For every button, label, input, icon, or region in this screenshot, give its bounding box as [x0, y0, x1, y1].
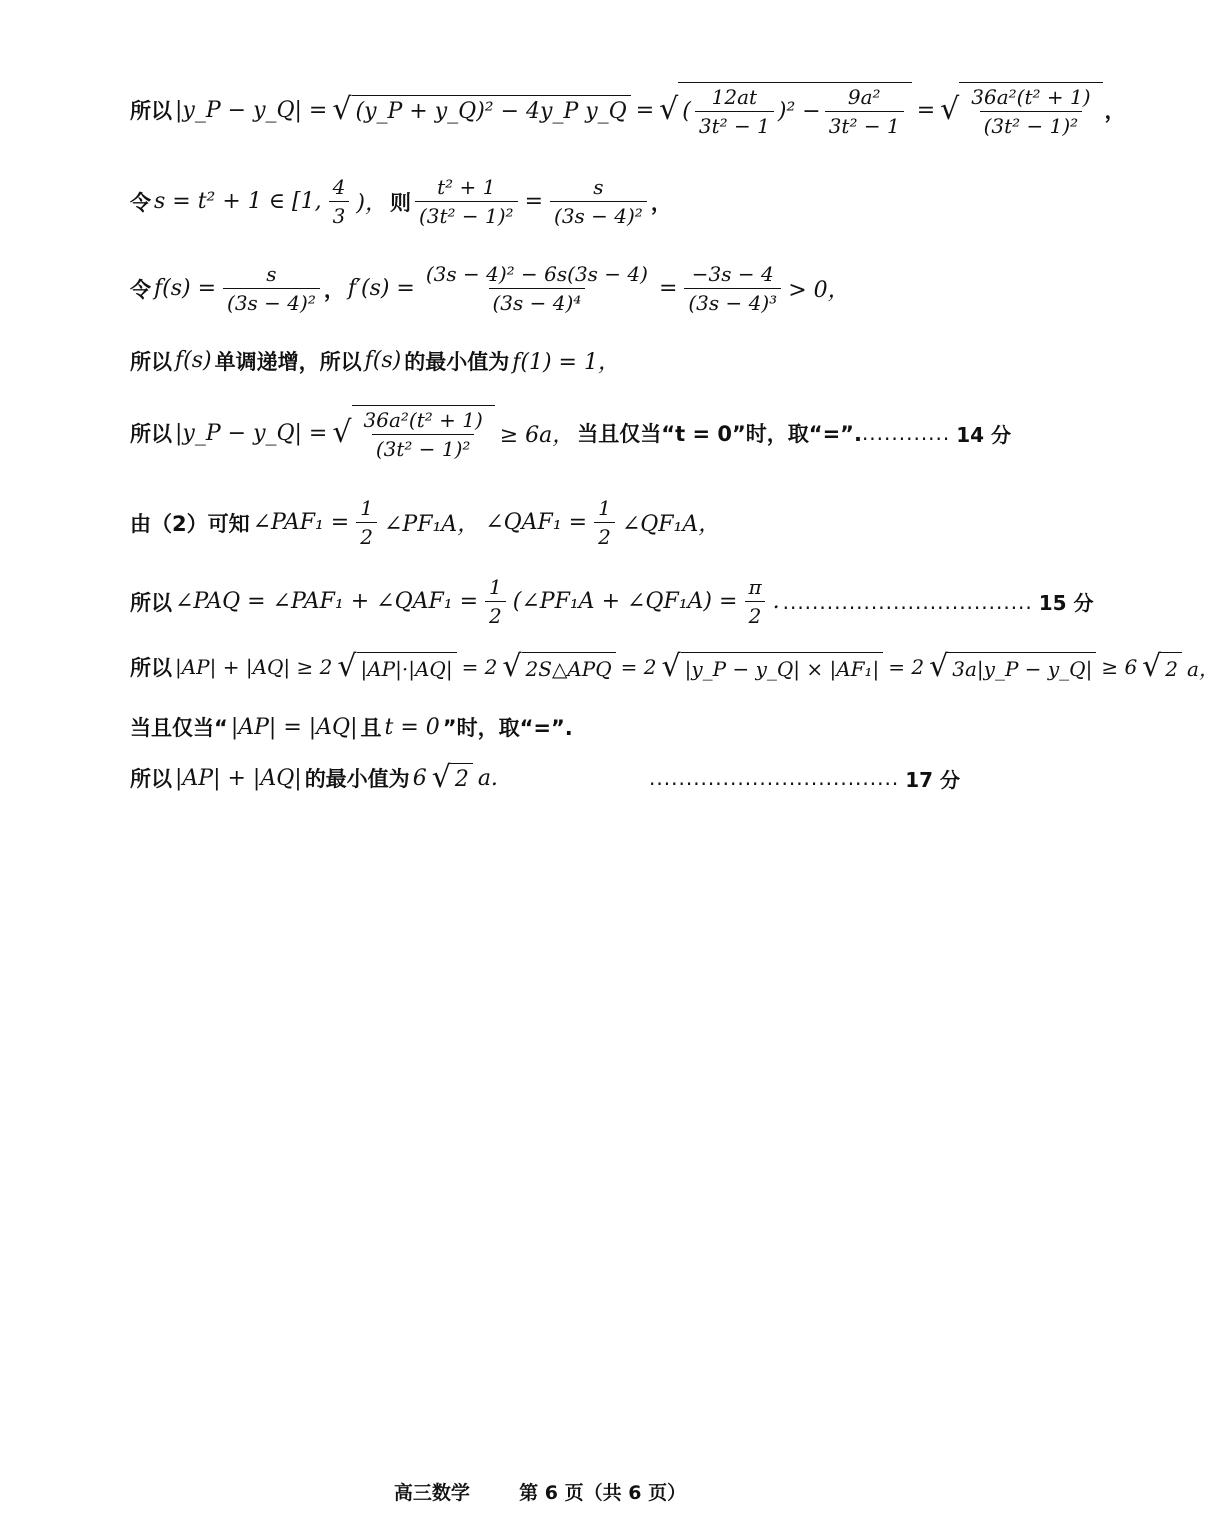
line-2-expr-1: s = t² + 1 ∈ [1, [154, 189, 322, 214]
line-10-score: 17 分 [905, 767, 960, 792]
line-8-sqrt-1: √ |AP|·|AQ| [337, 652, 456, 682]
line-1-eq-2: = [916, 97, 936, 123]
line-4-expr-1: f(s) [175, 348, 212, 373]
line-9-text-3: ”时，取“=”. [442, 716, 573, 740]
line-8-sqrt-3: √ |y_P − y_Q| × |AF₁| [661, 652, 883, 682]
line-3-tail: > 0， [788, 278, 850, 303]
line-2-frac-2: $\frac{\text{t² + 1}}{\text{(3t² − 1)²}}$ [415, 175, 518, 228]
line-10-text: 的最小值为 [304, 767, 410, 791]
line-8-sqrt-5: √ 2 [1142, 652, 1182, 682]
line-3-prefix: 令 [130, 277, 151, 302]
line-6-expr-4: ∠QF₁A， [621, 512, 721, 537]
line-2-prefix: 令 [130, 190, 151, 215]
footer-subject: 高三数学 [393, 1482, 470, 1504]
line-1-sqrt-1: √ (y_P + y_Q)² − 4y_P y_Q [332, 95, 630, 125]
line-3-sep: ， [323, 277, 345, 302]
line-5 [130, 405, 1012, 461]
line-7-expr-2: (∠PF₁A + ∠QF₁A) = [512, 589, 738, 614]
line-6-expr-1: ∠PAF₁ = [252, 510, 350, 535]
line-2-frac-3: $\frac{s}{\text{(3s − 4)²}}$ [550, 175, 647, 228]
line-1-frac-2: $\frac{\text{9a²}}{\text{3t² − 1}}$ [825, 85, 904, 138]
line-7-expr-1: ∠PAQ = ∠PAF₁ + ∠QAF₁ = [175, 589, 479, 614]
line-4-expr-2: f(s) [364, 348, 402, 373]
line-8-expr-4: = 2 [888, 655, 925, 679]
line-6-frac-2: $\frac{1}{2}$ [594, 496, 615, 549]
line-8-expr-3: = 2 [620, 655, 657, 679]
line-8-prefix: 所以 [130, 656, 172, 680]
line-4 [130, 345, 960, 376]
line-2-eq: = [524, 189, 544, 214]
line-5-lhs: |y_P − y_Q| = [175, 420, 328, 446]
line-2-expr-2: )， [356, 191, 387, 216]
line-1-frac-1: $\frac{12at}{\text{3t² − 1}}$ [695, 85, 774, 138]
line-7-frac-1: $\frac{1}{2}$ [485, 575, 506, 628]
line-5-rhs: ≥ 6a， [499, 422, 575, 448]
line-8-expr-5: ≥ 6 [1101, 655, 1138, 679]
line-5-dots: ............ [861, 421, 951, 445]
line-10 [130, 760, 960, 795]
line-5-prefix: 所以 [130, 422, 172, 446]
page-footer [0, 1478, 1080, 1505]
line-10-prefix: 所以 [130, 767, 172, 791]
line-10-expr-1: |AP| + |AQ| [175, 765, 302, 791]
line-1-frac-3: $\frac{\text{36a²(t² + 1)}}{\text{(3t² − 1)²}}$ [971, 85, 1091, 138]
line-7-prefix: 所以 [130, 590, 172, 615]
line-8-expr-1: |AP| + |AQ| ≥ 2 [175, 655, 333, 679]
line-6-expr-3: ∠QAF₁ = [485, 510, 588, 535]
line-3-eq: = [658, 276, 678, 301]
line-4-text-2: 单调递增，所以 [214, 349, 362, 374]
line-9-expr-2: t = 0 [384, 714, 440, 740]
line-2-tail: ， [650, 190, 672, 215]
line-10-sqrt: √ 2 [432, 763, 473, 793]
line-7-tail: . [772, 589, 780, 614]
line-1-lhs: |y_P − y_Q| = [175, 97, 328, 123]
line-7 [130, 575, 1094, 628]
line-4-expr-3: f(1) = 1， [512, 350, 620, 375]
line-6-expr-2: ∠PF₁A， [383, 512, 480, 537]
line-4-text-1: 所以 [130, 349, 172, 374]
line-3-expr-2: f′(s) = [347, 276, 415, 301]
line-2-frac-1: $\frac{4}{3}$ [329, 175, 350, 228]
line-5-frac: $\frac{\text{36a²(t² + 1)}}{\text{(3t² − 1)²}}$ [363, 408, 483, 461]
line-5-sqrt: √ $\frac{\text{36a²(t² + 1)}}{\text{(3t² − 1)²}}$ [332, 405, 494, 461]
line-6-frac-1: $\frac{1}{2}$ [356, 496, 377, 549]
line-1 [130, 82, 1126, 138]
line-1-tail: ， [1104, 99, 1126, 123]
line-3-frac-3: $\frac{-3s - 4}{\text{(3s − 4)³}}$ [684, 262, 781, 315]
line-6-prefix: 由（2）可知 [130, 511, 250, 536]
line-8-sqrt-4: √ 3a|y_P − y_Q| [929, 652, 1096, 682]
line-8-expr-2: = 2 [461, 655, 498, 679]
line-10-expr-2: 6 [412, 765, 427, 791]
line-2 [130, 175, 960, 228]
line-7-dots: .................................. [782, 589, 1033, 614]
line-8 [130, 649, 1219, 684]
line-1-sqrt-2: √ ( $\frac{12at}{\text{3t² − 1}}$ )² − $\frac{\text{9a²}}{\text{3t² − 1}}$ [659, 82, 912, 138]
line-9-expr-1: |AP| = |AQ| [230, 714, 358, 740]
line-3-frac-2: $\frac{\text{(3s − 4)² − 6s(3s − 4)}}{\text{(3s − 4)⁴}}$ [425, 262, 648, 315]
line-9 [130, 712, 960, 742]
footer-page-number: 第 6 页（共 6 页） [519, 1482, 687, 1504]
line-7-score: 15 分 [1038, 591, 1094, 615]
line-8-expr-6: a， [1187, 656, 1219, 681]
line-3-frac-1: $\frac{s}{\text{(3s − 4)²}}$ [223, 262, 320, 315]
line-5-cond: 当且仅当“t = 0”时，取“=”. [577, 422, 862, 446]
line-1-sqrt-3: √ $\frac{\text{36a²(t² + 1)}}{\text{(3t² − 1)²}}$ [940, 82, 1102, 138]
line-1-eq-1: = [635, 97, 655, 123]
line-3-expr-1: f(s) = [154, 276, 217, 301]
line-5-score: 14 分 [956, 422, 1012, 447]
line-9-text-1: 当且仅当“ [130, 716, 228, 740]
line-4-text-3: 的最小值为 [404, 349, 510, 374]
line-3 [130, 262, 960, 315]
line-10-expr-3: a. [477, 765, 498, 791]
line-8-sqrt-2: √ 2S△APQ [502, 652, 615, 682]
line-7-frac-2: $\frac{\pi}{2}$ [744, 575, 765, 628]
line-10-dots: .................................. [649, 766, 900, 790]
line-6 [130, 496, 960, 549]
line-9-text-2: 且 [360, 716, 382, 740]
line-2-then: 则 [389, 190, 411, 215]
line-1-prefix: 所以 [130, 99, 172, 123]
